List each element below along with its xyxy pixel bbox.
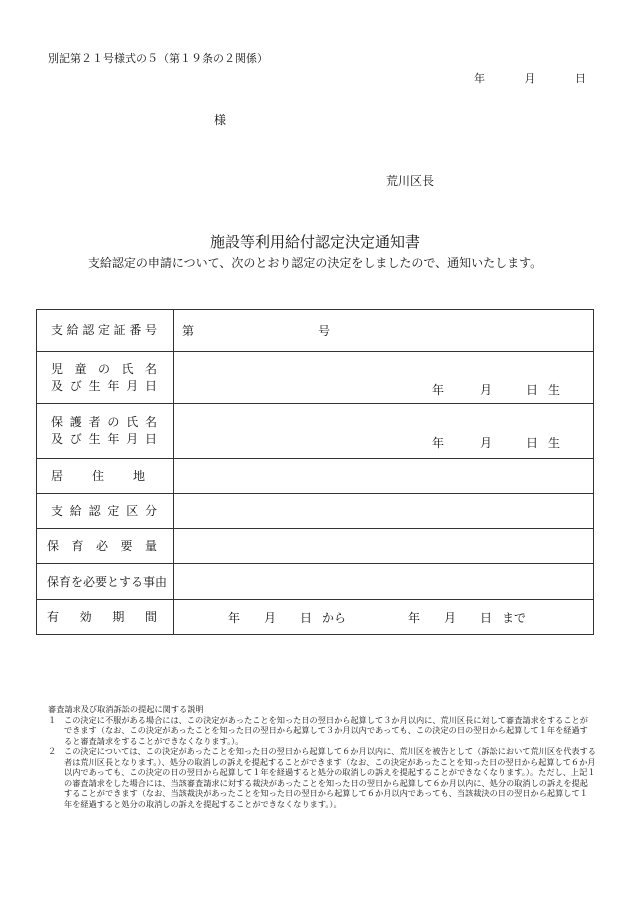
validity-to-text: まで — [502, 610, 527, 625]
row-necessity — [37, 529, 594, 564]
notes-item-1-text: この決定に不服がある場合には、この決定があったことを知った日の翌日から起算して３か月以内に、荒川区長に対して審査請求をすることができます（なお、この決定があったことを知った日の翌日から起算して３か月以内であっても、この決定の日の翌日から起算して１年を経過すると審査請求をすることができなくなります。）。 — [64, 714, 588, 746]
guardian-birth-year: 年 — [432, 436, 445, 450]
cert-number-suffix: 号 — [318, 324, 331, 338]
validity-from-year: 年 — [228, 610, 241, 625]
cert-number-value-cell — [174, 310, 594, 352]
category-value-cell — [174, 494, 594, 529]
row-cert-number — [37, 310, 594, 352]
validity-to-year: 年 — [408, 610, 421, 625]
document-intro: 支給認定の申請について、次のとおり認定の決定をしましたので、通知いたします。 — [87, 256, 543, 270]
form-number: 別記第２１号様式の５（第１９条の２関係） — [48, 52, 268, 65]
guardian-birth-suffix: 生 — [548, 436, 561, 450]
child-value-cell — [174, 352, 594, 404]
category-label: 支給認定区分 — [51, 503, 159, 518]
child-label-cell — [37, 352, 174, 404]
guardian-label-line2: 及び生年月日 — [51, 432, 159, 446]
necessity-label: 保育必要量 — [47, 538, 159, 553]
validity-from-month: 月 — [264, 610, 277, 625]
cert-number-label-cell — [37, 310, 174, 352]
residence-value-cell — [174, 459, 594, 494]
date-day-label: 日 — [575, 72, 586, 85]
child-birth-suffix: 生 — [548, 383, 561, 397]
issuer-name: 荒川区長 — [386, 174, 435, 188]
document-title: 施設等利用給付認定決定通知書 — [209, 233, 420, 251]
necessity-value-cell — [174, 529, 594, 564]
certification-table — [36, 309, 594, 635]
validity-label: 有効期間 — [47, 609, 159, 624]
validity-from-day: 日 — [300, 610, 313, 625]
validity-to-month: 月 — [444, 610, 457, 625]
notes-item-2 — [48, 746, 596, 809]
reason-value-cell — [174, 564, 594, 600]
cert-number-prefix: 第 — [182, 324, 195, 338]
guardian-label-cell — [37, 404, 174, 459]
addressee-honorific: 様 — [214, 113, 227, 127]
notes-heading: 審査請求及び取消訴訟の提起に関する説明 — [48, 704, 204, 714]
validity-from-text: から — [322, 610, 347, 625]
child-birth-year: 年 — [432, 383, 445, 397]
reason-label-cell — [37, 564, 174, 600]
row-guardian — [37, 404, 594, 459]
validity-period — [174, 609, 593, 626]
reason-label: 保育を必要とする事由 — [47, 575, 168, 589]
notes-item-2-number: ２ — [48, 746, 57, 756]
notes-item-1 — [48, 715, 596, 747]
date-month-label: 月 — [524, 72, 536, 85]
row-residence — [37, 459, 594, 494]
necessity-label-cell — [37, 529, 174, 564]
row-category — [37, 494, 594, 529]
row-child — [37, 352, 594, 404]
issue-date — [474, 70, 586, 86]
child-birth-day: 日 — [526, 383, 539, 397]
date-year-label: 年 — [474, 72, 485, 85]
cert-number-label: 支給認定証番号 — [51, 323, 159, 337]
residence-label-cell — [37, 459, 174, 494]
row-reason — [37, 564, 594, 600]
validity-to-day: 日 — [480, 610, 493, 625]
row-validity — [37, 600, 594, 635]
validity-value-cell — [174, 600, 594, 635]
guardian-birth-date — [432, 434, 560, 451]
notes-item-2-text: この決定については、この決定があったことを知った日の翌日から起算して６か月以内に、荒川区を被告として（訴訟において荒川区を代表する者は荒川区長となります。）、処分の取消しの訴えを提起することができます（なお、この決定があったことを知った日の翌日から起算して６か月以内であっても、この決定の日の翌日から起算して１年を経過すると処分の取消しの訴えを提起することができなくなります。）。ただし、上記１の審査請求をした場合には、当該審査請求に対する裁決があったことを知った日の翌日から起算して６か月以内に、処分の取消しの訴えを提起することができます（なお、当該裁決があったことを知った日の翌日から起算して６か月以内であっても、当該裁決の日の翌日から起算して１年を経過すると処分の取消しの訴えを提起することができなくなります。）。 — [64, 746, 596, 809]
appeal-notes — [48, 704, 596, 809]
child-birth-month: 月 — [480, 383, 493, 397]
child-label-line2: 及び生年月日 — [51, 378, 159, 393]
residence-label: 居住地 — [51, 468, 147, 483]
guardian-value-cell — [174, 404, 594, 459]
notes-item-1-number: １ — [48, 714, 57, 725]
child-label-line1: 児童の氏名 — [51, 361, 159, 376]
guardian-label-line1: 保護者の氏名 — [51, 415, 159, 429]
guardian-birth-month: 月 — [480, 436, 493, 450]
category-label-cell — [37, 494, 174, 529]
child-birth-date — [432, 381, 560, 398]
validity-label-cell — [37, 600, 174, 635]
guardian-birth-day: 日 — [526, 436, 539, 450]
